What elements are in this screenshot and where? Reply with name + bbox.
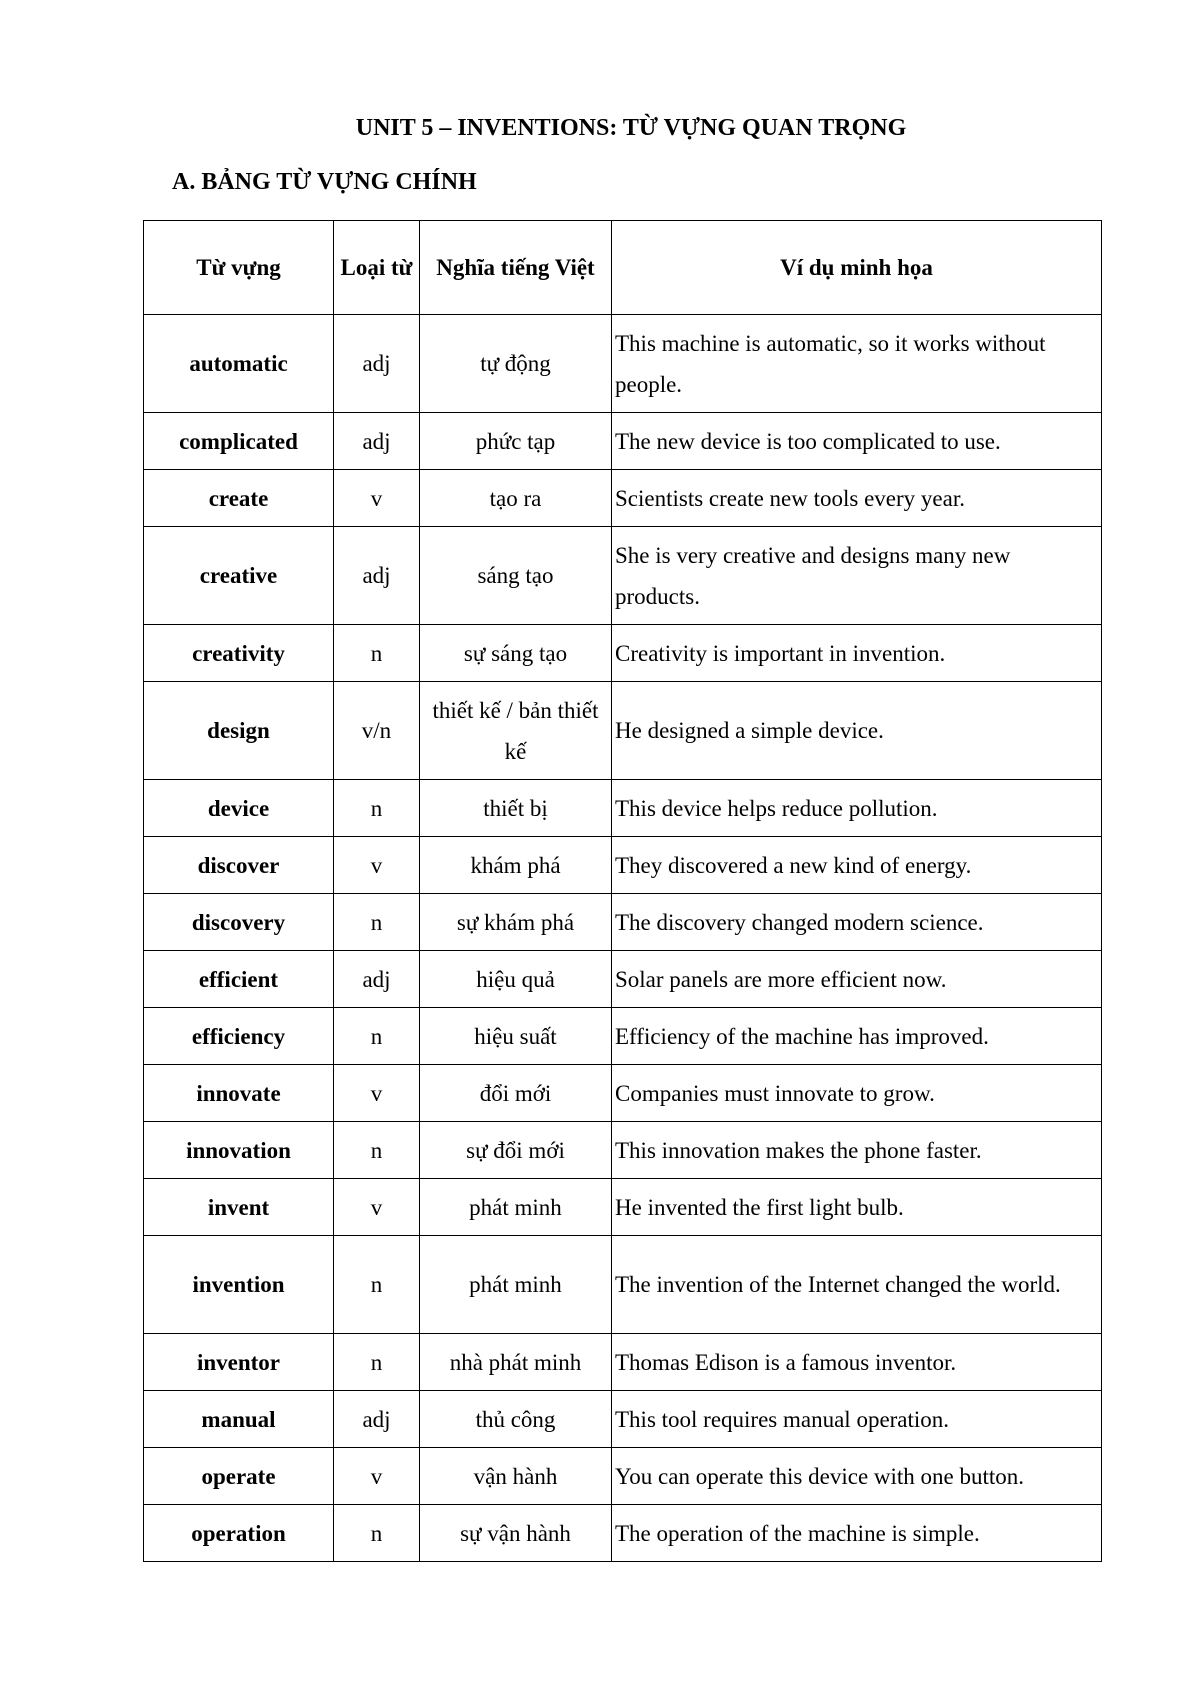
example-sentence: This innovation makes the phone faster. bbox=[612, 1122, 1102, 1179]
vocab-word: innovate bbox=[144, 1065, 334, 1122]
header-example: Ví dụ minh họa bbox=[612, 221, 1102, 315]
table-row bbox=[144, 527, 1102, 625]
example-sentence: Scientists create new tools every year. bbox=[612, 470, 1102, 527]
vietnamese-meaning: sự đổi mới bbox=[420, 1122, 612, 1179]
table-header-row bbox=[144, 221, 1102, 315]
vietnamese-meaning: sự vận hành bbox=[420, 1505, 612, 1562]
vocab-word: manual bbox=[144, 1391, 334, 1448]
table-row bbox=[144, 625, 1102, 682]
table-row bbox=[144, 1179, 1102, 1236]
table-row bbox=[144, 1122, 1102, 1179]
table-row bbox=[144, 1505, 1102, 1562]
part-of-speech: n bbox=[334, 780, 420, 837]
part-of-speech: adj bbox=[334, 315, 420, 413]
example-sentence: This tool requires manual operation. bbox=[612, 1391, 1102, 1448]
vocab-word: invent bbox=[144, 1179, 334, 1236]
table-row bbox=[144, 837, 1102, 894]
example-sentence: The invention of the Internet changed the world. bbox=[612, 1236, 1102, 1334]
table-row bbox=[144, 1065, 1102, 1122]
example-sentence: Thomas Edison is a famous inventor. bbox=[612, 1334, 1102, 1391]
vietnamese-meaning: phát minh bbox=[420, 1236, 612, 1334]
table-row bbox=[144, 470, 1102, 527]
vocabulary-table bbox=[143, 220, 1102, 1562]
part-of-speech: adj bbox=[334, 1391, 420, 1448]
vocab-word: discovery bbox=[144, 894, 334, 951]
vietnamese-meaning: phức tạp bbox=[420, 413, 612, 470]
vocab-word: invention bbox=[144, 1236, 334, 1334]
vocab-word: efficiency bbox=[144, 1008, 334, 1065]
vietnamese-meaning: thủ công bbox=[420, 1391, 612, 1448]
section-heading: A. BẢNG TỪ VỰNG CHÍNH bbox=[172, 169, 477, 195]
header-meaning: Nghĩa tiếng Việt bbox=[420, 221, 612, 315]
example-sentence: This machine is automatic, so it works without people. bbox=[612, 315, 1102, 413]
vocab-word: creative bbox=[144, 527, 334, 625]
vietnamese-meaning: sự sáng tạo bbox=[420, 625, 612, 682]
part-of-speech: n bbox=[334, 1122, 420, 1179]
example-sentence: The discovery changed modern science. bbox=[612, 894, 1102, 951]
vietnamese-meaning: phát minh bbox=[420, 1179, 612, 1236]
example-sentence: The new device is too complicated to use. bbox=[612, 413, 1102, 470]
vocab-word: create bbox=[144, 470, 334, 527]
vocab-word: device bbox=[144, 780, 334, 837]
table-row bbox=[144, 413, 1102, 470]
vocab-word: innovation bbox=[144, 1122, 334, 1179]
example-sentence: The operation of the machine is simple. bbox=[612, 1505, 1102, 1562]
vietnamese-meaning: tạo ra bbox=[420, 470, 612, 527]
vietnamese-meaning: sự khám phá bbox=[420, 894, 612, 951]
page-title: UNIT 5 – INVENTIONS: TỪ VỰNG QUAN TRỌNG bbox=[355, 115, 907, 141]
vietnamese-meaning: hiệu suất bbox=[420, 1008, 612, 1065]
part-of-speech: n bbox=[334, 894, 420, 951]
part-of-speech: n bbox=[334, 1334, 420, 1391]
part-of-speech: n bbox=[334, 1505, 420, 1562]
header-word: Từ vựng bbox=[144, 221, 334, 315]
table-row bbox=[144, 1236, 1102, 1334]
example-sentence: Companies must innovate to grow. bbox=[612, 1065, 1102, 1122]
vietnamese-meaning: thiết kế / bản thiết kế bbox=[420, 682, 612, 780]
example-sentence: They discovered a new kind of energy. bbox=[612, 837, 1102, 894]
part-of-speech: v bbox=[334, 837, 420, 894]
vocab-word: discover bbox=[144, 837, 334, 894]
part-of-speech: v bbox=[334, 1179, 420, 1236]
vietnamese-meaning: nhà phát minh bbox=[420, 1334, 612, 1391]
vietnamese-meaning: thiết bị bbox=[420, 780, 612, 837]
example-sentence: He invented the first light bulb. bbox=[612, 1179, 1102, 1236]
example-sentence: Creativity is important in invention. bbox=[612, 625, 1102, 682]
part-of-speech: v/n bbox=[334, 682, 420, 780]
vocab-word: operation bbox=[144, 1505, 334, 1562]
vocab-word: efficient bbox=[144, 951, 334, 1008]
vietnamese-meaning: hiệu quả bbox=[420, 951, 612, 1008]
table-row bbox=[144, 1391, 1102, 1448]
vietnamese-meaning: sáng tạo bbox=[420, 527, 612, 625]
vietnamese-meaning: tự động bbox=[420, 315, 612, 413]
table-row bbox=[144, 682, 1102, 780]
table-row bbox=[144, 951, 1102, 1008]
vocab-word: design bbox=[144, 682, 334, 780]
part-of-speech: adj bbox=[334, 413, 420, 470]
table-row bbox=[144, 780, 1102, 837]
header-pos: Loại từ bbox=[334, 221, 420, 315]
vietnamese-meaning: khám phá bbox=[420, 837, 612, 894]
table-row bbox=[144, 1008, 1102, 1065]
part-of-speech: adj bbox=[334, 951, 420, 1008]
part-of-speech: v bbox=[334, 1065, 420, 1122]
table-row bbox=[144, 1448, 1102, 1505]
vocab-word: automatic bbox=[144, 315, 334, 413]
part-of-speech: n bbox=[334, 1008, 420, 1065]
example-sentence: This device helps reduce pollution. bbox=[612, 780, 1102, 837]
example-sentence: Solar panels are more efficient now. bbox=[612, 951, 1102, 1008]
table-row bbox=[144, 315, 1102, 413]
vocab-word: complicated bbox=[144, 413, 334, 470]
part-of-speech: n bbox=[334, 625, 420, 682]
part-of-speech: v bbox=[334, 470, 420, 527]
vocab-word: inventor bbox=[144, 1334, 334, 1391]
example-sentence: He designed a simple device. bbox=[612, 682, 1102, 780]
table-row bbox=[144, 894, 1102, 951]
vietnamese-meaning: vận hành bbox=[420, 1448, 612, 1505]
part-of-speech: n bbox=[334, 1236, 420, 1334]
part-of-speech: adj bbox=[334, 527, 420, 625]
vocab-word: operate bbox=[144, 1448, 334, 1505]
table-row bbox=[144, 1334, 1102, 1391]
example-sentence: You can operate this device with one button. bbox=[612, 1448, 1102, 1505]
part-of-speech: v bbox=[334, 1448, 420, 1505]
example-sentence: Efficiency of the machine has improved. bbox=[612, 1008, 1102, 1065]
example-sentence: She is very creative and designs many new products. bbox=[612, 527, 1102, 625]
vietnamese-meaning: đổi mới bbox=[420, 1065, 612, 1122]
vocab-word: creativity bbox=[144, 625, 334, 682]
